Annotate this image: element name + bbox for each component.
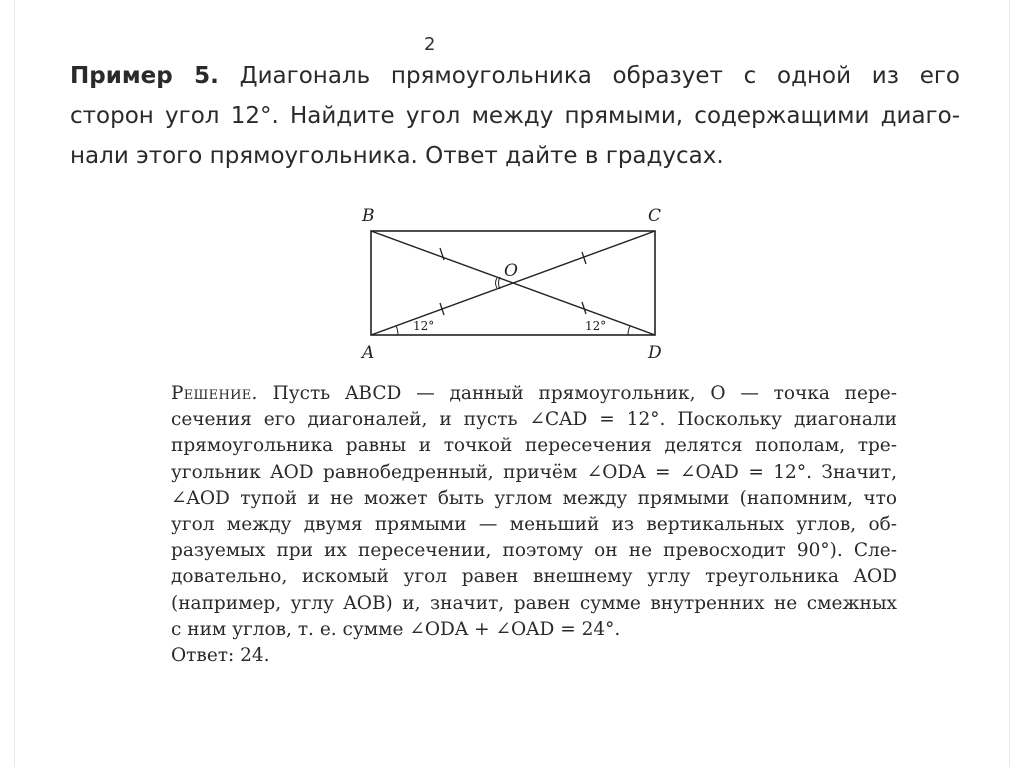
solution-line-10: с ним углов, т. е. сумме ∠ODA + ∠OAD = 24°. (171, 618, 621, 640)
problem-line-1-text: Диагональ прямоугольника образует с одной из его (239, 63, 961, 89)
solution-line-4: угольник AOD равнобедренный, причём ∠ODA = ∠OAD = 12°. Значит, (171, 461, 897, 483)
solution-line-2: сечения его диагоналей, и пусть ∠CAD = 12°. Поскольку диагонали (171, 409, 897, 431)
solution-line-3: прямоугольника равны и точкой пересечения делятся пополам, тре- (171, 435, 897, 457)
problem-line-1 (70, 56, 960, 96)
solution-text (171, 381, 897, 669)
answer-line: Ответ: 24. (171, 644, 270, 666)
solution-line-7: разуемых при их пересечении, поэтому он не превосходит 90°). Сле- (171, 540, 897, 562)
solution-line-8: довательно, искомый угол равен внешнему углу треугольника AOD (171, 566, 897, 588)
angle-arc-a (396, 326, 398, 335)
vertex-label-c: C (648, 206, 662, 226)
vertex-label-o: O (504, 261, 518, 281)
solution-line-1-text: Пусть ABCD — данный прямоугольник, O — точка пере- (272, 383, 897, 404)
stray-mark: 2 (424, 34, 436, 55)
vertex-label-b: B (362, 206, 375, 226)
solution-line-9: (например, углу AOB) и, значит, равен сумме внутренних не смежных (171, 592, 897, 614)
vertex-label-a: A (362, 343, 375, 363)
left-edge-line (14, 0, 15, 767)
right-edge-line (1009, 0, 1010, 767)
rectangle-diagram (350, 200, 690, 370)
vertex-label-d: D (648, 343, 662, 363)
angle-arc-aob-1 (496, 278, 498, 288)
solution-line-6: угол между двумя прямыми — меньший из вертикальных углов, об- (171, 513, 897, 535)
problem-heading: Пример 5. (70, 63, 219, 89)
problem-line-3: нали этого прямоугольника. Ответ дайте в градусах. (70, 143, 724, 169)
solution-line-1 (171, 381, 897, 407)
problem-line-2: сторон угол 12°. Найдите угол между прямыми, содержащими диаго- (70, 103, 960, 129)
tick-mark-bo (440, 248, 444, 260)
angle-arc-d (628, 326, 630, 335)
solution-label: Решение. (171, 383, 258, 404)
angle-label-d: 12° (585, 319, 607, 333)
solution-line-5: ∠AOD тупой и не может быть углом между прямыми (напомним, что (171, 487, 897, 509)
angle-label-a: 12° (413, 319, 435, 333)
problem-statement (70, 56, 960, 176)
